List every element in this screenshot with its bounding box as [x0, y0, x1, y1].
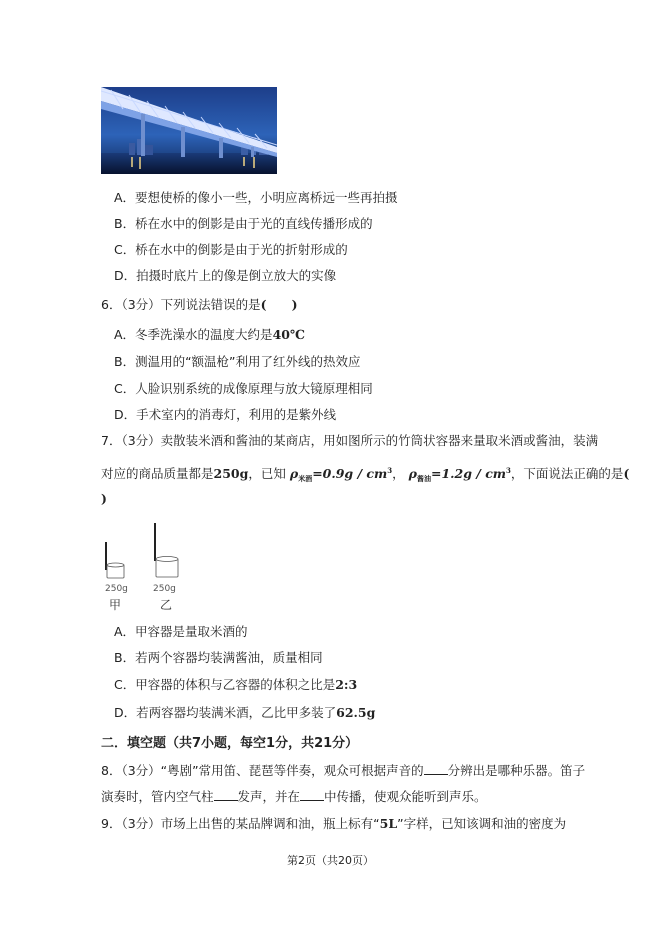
- page-footer: 第2页（共20页）: [287, 854, 374, 867]
- container-jia-mass: 250g: [105, 584, 128, 594]
- q7-option-b: B．若两个容器均装满酱油，质量相同: [114, 650, 323, 665]
- q8-line-2-text-a: 演奏时，管内空气柱: [101, 789, 214, 804]
- q6-answer-bracket: ( ): [260, 297, 298, 312]
- rho-soy-sauce-value: =1.2g / cm: [430, 466, 507, 481]
- q7-option-c: [114, 676, 357, 694]
- q6-option-d: D．手术室内的消毒灯，利用的是紫外线: [114, 407, 337, 422]
- q6-option-a-text: A．冬季洗澡水的温度大约是: [114, 327, 273, 342]
- q9-line-1-text-b: ”字样，已知该调和油的密度为: [397, 816, 567, 831]
- q7-option-d-value: 62.5g: [336, 705, 376, 720]
- q6-option-c: C．人脸识别系统的成像原理与放大镜原理相同: [114, 381, 373, 396]
- q8-line-2-text-b: 发声，并在: [237, 789, 301, 804]
- q7-line-2-prefix: 对应的商品质量都是: [101, 466, 214, 481]
- section-fill-in-blank-heading: 二．填空题（共7小题，每空1分，共21分）: [101, 736, 359, 751]
- bridge-night-image: [101, 87, 277, 174]
- q7-known-label: ，已知: [248, 466, 286, 481]
- rho-soy-sauce: [409, 466, 511, 481]
- q7-line-2: [101, 462, 629, 488]
- q8-line-1-text-b: 分辨出是哪种乐器。笛子: [447, 763, 586, 778]
- q5-option-c: C．桥在水中的倒影是由于光的折射形成的: [114, 242, 348, 257]
- q8-line-2: [101, 788, 487, 806]
- q7-comma: ，: [392, 466, 405, 481]
- q8-blank-3: [300, 788, 324, 801]
- rho-rice-wine-value: =0.9g / cm: [312, 466, 388, 481]
- q8-line-1-text-a: 8．（3分）“粤剧”常用笛、琵琶等伴奏，观众可根据声音的: [101, 763, 424, 778]
- q9-line-1-text-a: 9．（3分）市场上出售的某品牌调和油，瓶上标有“: [101, 816, 380, 831]
- q7-option-c-text: C．甲容器的体积与乙容器的体积之比是: [114, 677, 336, 692]
- q7-option-d: [114, 704, 375, 722]
- q5-option-d: D．拍摄时底片上的像是倒立放大的实像: [114, 268, 337, 283]
- container-jia-label: 甲: [109, 598, 122, 612]
- q7-option-a: A．甲容器是量取米酒的: [114, 624, 248, 639]
- q8-blank-1: [424, 762, 448, 775]
- q5-option-b: B．桥在水中的倒影是由于光的直线传播形成的: [114, 216, 373, 231]
- container-figure: [98, 520, 198, 615]
- q6-stem-text: 6．（3分）下列说法错误的是: [101, 297, 261, 312]
- q7-bracket-close: ): [101, 491, 107, 506]
- q8-line-1: [101, 762, 585, 780]
- rho-rice-wine: [290, 466, 392, 481]
- q7-option-c-value: 2:3: [335, 677, 358, 692]
- q7-mass-value: 250g: [213, 466, 249, 481]
- q7-bracket-open: (: [623, 466, 630, 481]
- q6-stem: [101, 296, 298, 314]
- rho-soy-sauce-exponent: 3: [506, 466, 511, 475]
- q6-option-b: B．测温用的“额温枪”利用了红外线的热效应: [114, 354, 361, 369]
- container-yi-mass: 250g: [153, 584, 176, 594]
- rho-rice-wine-subscript: 米酒: [298, 474, 313, 483]
- q7-option-d-text: D．若两容器均装满米酒，乙比甲多装了: [114, 705, 337, 720]
- bridge-photo: [101, 87, 277, 174]
- rho-symbol-2: ρ: [408, 466, 417, 481]
- q6-option-a-value: 40℃: [272, 327, 305, 342]
- container-yi-label: 乙: [160, 598, 173, 612]
- q6-option-a: [114, 326, 305, 344]
- q5-option-a: A．要想使桥的像小一些，小明应离桥远一些再拍摄: [114, 190, 398, 205]
- rho-rice-wine-exponent: 3: [387, 466, 393, 475]
- q9-line-1: [101, 815, 566, 833]
- q8-blank-2: [214, 788, 238, 801]
- q7-line-2-suffix: ，下面说法正确的是: [510, 466, 624, 481]
- rho-symbol: ρ: [289, 466, 299, 481]
- rho-soy-sauce-subscript: 酱油: [416, 474, 431, 483]
- q7-line-1: 7．（3分）卖散装米酒和酱油的某商店，用如图所示的竹筒状容器来量取米酒或酱油，装满: [101, 433, 599, 448]
- q9-volume-value: 5L: [379, 816, 398, 831]
- q8-line-2-text-c: 中传播，使观众能听到声乐。: [324, 789, 487, 804]
